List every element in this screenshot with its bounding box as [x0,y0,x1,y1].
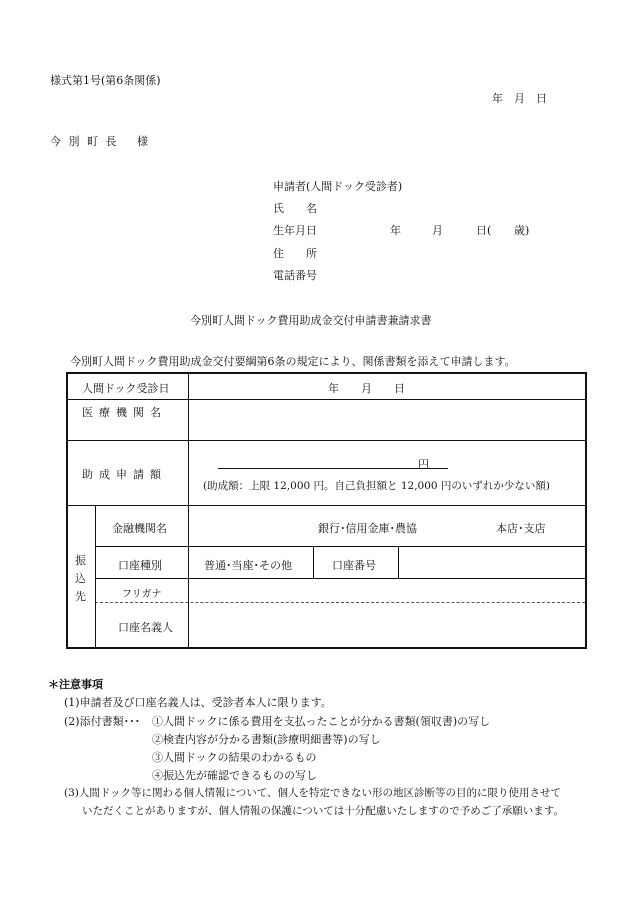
form-number: 様式第1号(第6条関係) [50,74,161,87]
holder-label: 口座名義人 [118,621,173,634]
note-1: (1)申請者及び口座名義人は、受診者本人に限ります。 [64,696,332,709]
birth-label: 生年月日 [273,224,317,237]
holder-field[interactable] [189,603,585,647]
row-divider [68,440,585,441]
exam-date-label: 人間ドック受診日 [82,382,170,395]
note-2-c: ③人間ドックの結果のわかるもの [152,751,317,764]
amount-field[interactable] [218,452,448,469]
account-number-label: 口座番号 [332,559,376,572]
transfer-column-divider [95,505,96,647]
account-type-label: 口座種別 [118,559,162,572]
birth-month: 月 [432,224,443,237]
note-3-line-1: (3)人間ドック等に関わる個人情報について、個人を特定できない形の地区診断等の目的に限り使用させて [64,787,562,799]
institution-label: 医療機関名 [82,406,167,419]
account-type-divider [313,546,314,578]
intro-text: 今別町人間ドック費用助成金交付要綱第6条の規定により、関係書類を添えて申請します。 [70,355,516,368]
birth-day: 日( [476,224,492,237]
address-label: 住 所 [273,247,317,260]
furigana-field[interactable] [189,579,585,601]
row-divider [68,505,585,506]
amount-unit: 円 [418,458,429,471]
applicant-heading: 申請者(人間ドック受診者) [273,180,403,193]
note-2-b: ②検査内容が分かる書類(診療明細書等)の写し [152,733,381,746]
name-label: 氏 名 [273,202,317,215]
application-table [66,372,587,649]
branch-types: 本店･支店 [496,522,546,535]
account-type-options: 普通･当座･その他 [204,559,292,572]
addressee: 今 別 町 長 様 [50,135,150,148]
amount-label: 助成申請額 [82,468,167,481]
document-title: 今別町人間ドック費用助成金交付申請書兼請求書 [190,314,432,327]
note-2-lead: (2)添付書類･･･ [64,715,141,728]
bank-label: 金融機関名 [112,522,167,535]
bank-types: 銀行･信用金庫･農協 [318,522,417,535]
date-line: 年 月 日 [492,92,547,105]
amount-note: (助成額：上限 12,000 円。自己負担額と 12,000 円のいずれか少ない額) [203,480,551,492]
phone-label: 電話番号 [273,269,317,282]
birth-year: 年 [390,224,401,237]
birth-age: 歳) [514,224,530,237]
transfer-label-2: 込 [75,572,86,585]
transfer-label-3: 先 [75,590,86,603]
note-2-d: ④振込先が確認できるものの写し [152,769,317,782]
account-number-field[interactable] [399,547,585,578]
furigana-label: フリガナ [122,589,162,600]
note-2-a: ①人間ドックに係る費用を支払ったことが分かる書類(領収書)の写し [152,715,491,728]
institution-field[interactable] [189,400,585,440]
exam-date-value: 年 月 日 [328,382,405,395]
note-3-line-2: いただくことがありますが、個人情報の保護については十分配慮いたしますので予めご了承願います。 [82,805,564,817]
transfer-label-1: 振 [75,554,86,567]
notes-heading: ＊注意事項 [48,678,103,691]
